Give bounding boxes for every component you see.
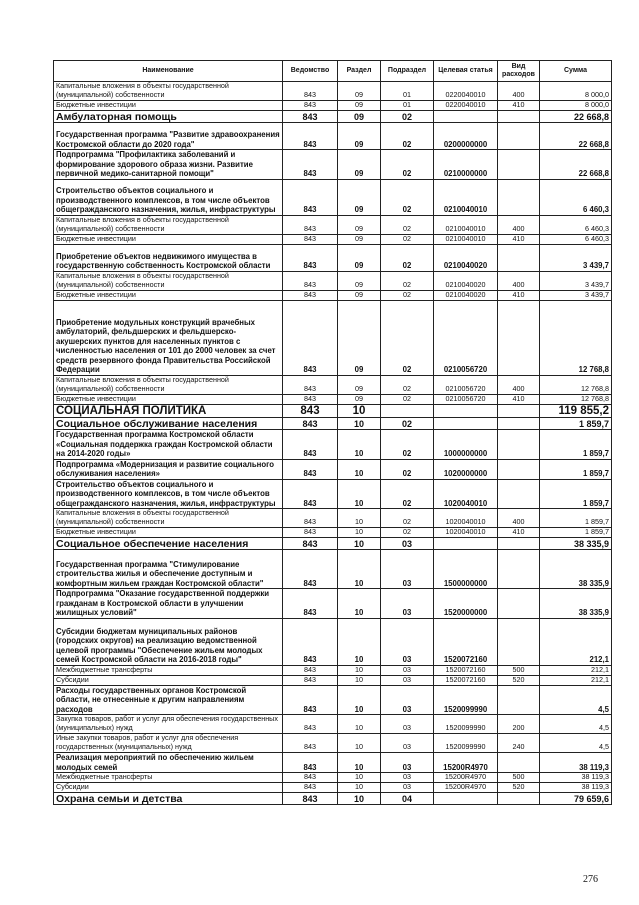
cell-subsection: 03 [381, 618, 434, 665]
cell-target: 1520099990 [434, 715, 498, 734]
cell-exp: 500 [498, 773, 540, 783]
cell-sum: 119 855,2 [540, 404, 612, 418]
cell-dept: 843 [283, 685, 338, 715]
cell-dept: 843 [283, 793, 338, 805]
header-sum: Сумма [540, 61, 612, 82]
cell-sum: 38 119,3 [540, 753, 612, 773]
cell-sum: 4,5 [540, 685, 612, 715]
cell-subsection: 02 [381, 123, 434, 150]
table-row [54, 82, 612, 101]
cell-target: 1020000000 [434, 459, 498, 479]
cell-name: Субсидии бюджетам муниципальных районов (городских округов) на реализацию ведомственной целевой программы "Обеспечение жильем молодых семей Костромской области на 2016-2018 годы" [54, 618, 283, 665]
cell-target: 15200R4970 [434, 783, 498, 793]
cell-dept: 843 [283, 111, 338, 123]
cell-subsection: 02 [381, 234, 434, 244]
cell-name: Межбюджетные трансферты [54, 773, 283, 783]
cell-exp [498, 459, 540, 479]
cell-sum: 1 859,7 [540, 479, 612, 509]
table-row [54, 101, 612, 111]
cell-exp [498, 404, 540, 418]
cell-target: 0210040020 [434, 244, 498, 271]
table-row [54, 550, 612, 589]
cell-name: Закупка товаров, работ и услуг для обеспечения государственных (муниципальных) нужд [54, 715, 283, 734]
cell-section: 10 [338, 589, 381, 619]
cell-exp: 400 [498, 375, 540, 394]
cell-dept: 843 [283, 783, 338, 793]
cell-section: 10 [338, 528, 381, 538]
table-row [54, 179, 612, 215]
cell-subsection: 02 [381, 375, 434, 394]
cell-dept: 843 [283, 734, 338, 753]
cell-name: Иные закупки товаров, работ и услуг для обеспечения государственных (муниципальных) нужд [54, 734, 283, 753]
header-dept: Ведомство [283, 61, 338, 82]
cell-subsection: 02 [381, 509, 434, 528]
cell-target: 1520072160 [434, 665, 498, 675]
cell-name: СОЦИАЛЬНАЯ ПОЛИТИКА [54, 404, 283, 418]
cell-sum: 12 768,8 [540, 300, 612, 375]
cell-subsection: 02 [381, 459, 434, 479]
cell-subsection: 03 [381, 665, 434, 675]
cell-section: 09 [338, 290, 381, 300]
cell-sum: 12 768,8 [540, 375, 612, 394]
cell-subsection: 03 [381, 715, 434, 734]
cell-dept: 843 [283, 430, 338, 460]
cell-exp [498, 123, 540, 150]
cell-name: Капитальные вложения в объекты государственной (муниципальной) собственности [54, 215, 283, 234]
cell-dept: 843 [283, 271, 338, 290]
cell-sum: 8 000,0 [540, 101, 612, 111]
page-number: 276 [583, 874, 598, 885]
table-row [54, 394, 612, 404]
cell-exp: 410 [498, 290, 540, 300]
header-exp: Вид расходов [498, 61, 540, 82]
cell-name: Капитальные вложения в объекты государственной (муниципальной) собственности [54, 271, 283, 290]
cell-section: 09 [338, 234, 381, 244]
table-row [54, 618, 612, 665]
cell-section: 09 [338, 123, 381, 150]
cell-name: Субсидии [54, 783, 283, 793]
cell-subsection: 02 [381, 528, 434, 538]
cell-name: Капитальные вложения в объекты государственной (муниципальной) собственности [54, 82, 283, 101]
table-row [54, 234, 612, 244]
cell-section: 10 [338, 734, 381, 753]
cell-dept: 843 [283, 375, 338, 394]
cell-target: 0210040010 [434, 215, 498, 234]
cell-sum: 6 460,3 [540, 179, 612, 215]
cell-section: 10 [338, 773, 381, 783]
cell-exp: 410 [498, 528, 540, 538]
table-row [54, 675, 612, 685]
cell-exp [498, 300, 540, 375]
cell-target: 1520072160 [434, 618, 498, 665]
cell-section: 10 [338, 550, 381, 589]
cell-exp: 400 [498, 509, 540, 528]
cell-target: 1000000000 [434, 430, 498, 460]
cell-section: 10 [338, 753, 381, 773]
cell-exp: 410 [498, 394, 540, 404]
table-row [54, 528, 612, 538]
cell-subsection: 01 [381, 82, 434, 101]
cell-exp: 520 [498, 783, 540, 793]
cell-name: Приобретение объектов недвижимого имущества в государственную собственность Костромской области [54, 244, 283, 271]
cell-dept: 843 [283, 773, 338, 783]
cell-target [434, 793, 498, 805]
cell-name: Капитальные вложения в объекты государственной (муниципальной) собственности [54, 509, 283, 528]
cell-dept: 843 [283, 150, 338, 180]
cell-exp: 400 [498, 271, 540, 290]
cell-section: 10 [338, 430, 381, 460]
table-row [54, 773, 612, 783]
cell-sum: 38 335,9 [540, 538, 612, 550]
cell-sum: 3 439,7 [540, 271, 612, 290]
cell-subsection: 02 [381, 179, 434, 215]
cell-name: Охрана семьи и детства [54, 793, 283, 805]
header-subsection: Подраздел [381, 61, 434, 82]
cell-name: Подпрограмма «Модернизация и развитие социального обслуживания населения» [54, 459, 283, 479]
cell-name: Социальное обеспечение населения [54, 538, 283, 550]
cell-exp: 200 [498, 715, 540, 734]
cell-subsection: 03 [381, 783, 434, 793]
cell-target: 1520072160 [434, 675, 498, 685]
cell-name: Социальное обслуживание населения [54, 418, 283, 430]
table-row [54, 734, 612, 753]
cell-section: 09 [338, 375, 381, 394]
cell-name: Расходы государственных органов Костромской области, не отнесенные к другим направлениям расходов [54, 685, 283, 715]
cell-target: 1500000000 [434, 550, 498, 589]
cell-name: Государственная программа "Развитие здравоохранения Костромской области до 2020 года" [54, 123, 283, 150]
table-row [54, 244, 612, 271]
cell-section: 09 [338, 271, 381, 290]
table-row [54, 715, 612, 734]
cell-section: 09 [338, 111, 381, 123]
cell-name: Приобретение модульных конструкций врачебных амбулаторий, фельдшерских и фельдшерско-акушерских пунктов для населенных пунктов с численностью населения от 101 до 2000 человек за счет средств резервного фонда Правительства Российской Федерации [54, 300, 283, 375]
header-section: Раздел [338, 61, 381, 82]
cell-subsection: 03 [381, 675, 434, 685]
cell-name: Бюджетные инвестиции [54, 101, 283, 111]
cell-dept: 843 [283, 234, 338, 244]
cell-section: 10 [338, 404, 381, 418]
cell-dept: 843 [283, 479, 338, 509]
cell-target: 0210056720 [434, 375, 498, 394]
cell-sum: 6 460,3 [540, 215, 612, 234]
cell-exp [498, 418, 540, 430]
cell-exp [498, 550, 540, 589]
cell-section: 10 [338, 538, 381, 550]
table-row [54, 215, 612, 234]
cell-section: 09 [338, 150, 381, 180]
cell-section: 10 [338, 675, 381, 685]
cell-subsection: 02 [381, 300, 434, 375]
cell-exp: 410 [498, 234, 540, 244]
cell-dept: 843 [283, 753, 338, 773]
cell-subsection: 02 [381, 271, 434, 290]
cell-name: Субсидии [54, 675, 283, 685]
cell-section: 09 [338, 101, 381, 111]
cell-sum: 8 000,0 [540, 82, 612, 101]
header-name: Наименование [54, 61, 283, 82]
cell-sum: 1 859,7 [540, 509, 612, 528]
cell-target: 0210056720 [434, 300, 498, 375]
cell-section: 09 [338, 244, 381, 271]
cell-target: 15200R4970 [434, 773, 498, 783]
cell-name: Государственная программа "Стимулирование строительства жилья и обеспечение доступным и комфортным жильем граждан Костромской области" [54, 550, 283, 589]
cell-dept: 843 [283, 528, 338, 538]
cell-exp [498, 538, 540, 550]
cell-sum: 4,5 [540, 715, 612, 734]
cell-exp [498, 589, 540, 619]
table-header-row [54, 61, 612, 82]
table-row [54, 589, 612, 619]
table-body [54, 82, 612, 805]
cell-target: 1520099990 [434, 734, 498, 753]
cell-section: 09 [338, 179, 381, 215]
cell-subsection: 03 [381, 753, 434, 773]
cell-target: 0220040010 [434, 82, 498, 101]
cell-section: 09 [338, 394, 381, 404]
cell-name: Бюджетные инвестиции [54, 394, 283, 404]
table-row [54, 685, 612, 715]
cell-exp [498, 244, 540, 271]
cell-sum: 212,1 [540, 675, 612, 685]
table-row [54, 418, 612, 430]
cell-exp: 240 [498, 734, 540, 753]
cell-sum: 79 659,6 [540, 793, 612, 805]
cell-subsection: 03 [381, 550, 434, 589]
cell-sum: 38 119,3 [540, 783, 612, 793]
cell-dept: 843 [283, 123, 338, 150]
table-row [54, 430, 612, 460]
cell-section: 10 [338, 665, 381, 675]
cell-subsection: 02 [381, 418, 434, 430]
cell-subsection: 02 [381, 430, 434, 460]
cell-name: Строительство объектов социального и производственного комплексов, в том числе объектов общегражданского назначения, жилья, инфраструктуры [54, 479, 283, 509]
cell-section: 09 [338, 215, 381, 234]
cell-name: Бюджетные инвестиции [54, 234, 283, 244]
cell-name: Капитальные вложения в объекты государственной (муниципальной) собственности [54, 375, 283, 394]
cell-dept: 843 [283, 538, 338, 550]
cell-exp: 400 [498, 215, 540, 234]
cell-sum: 1 859,7 [540, 459, 612, 479]
table-row [54, 665, 612, 675]
cell-target: 1020040010 [434, 509, 498, 528]
cell-subsection: 04 [381, 793, 434, 805]
cell-section: 10 [338, 618, 381, 665]
cell-name: Реализация мероприятий по обеспечению жильем молодых семей [54, 753, 283, 773]
cell-target: 1020040010 [434, 528, 498, 538]
cell-subsection: 02 [381, 394, 434, 404]
cell-subsection: 03 [381, 773, 434, 783]
cell-exp: 400 [498, 82, 540, 101]
cell-name: Подпрограмма "Профилактика заболеваний и формирование здорового образа жизни. Развитие первичной медико-санитарной помощи" [54, 150, 283, 180]
cell-dept: 843 [283, 244, 338, 271]
cell-subsection: 03 [381, 734, 434, 753]
cell-section: 09 [338, 300, 381, 375]
cell-subsection: 01 [381, 101, 434, 111]
cell-dept: 843 [283, 394, 338, 404]
cell-subsection: 03 [381, 589, 434, 619]
cell-target: 0210056720 [434, 394, 498, 404]
cell-name: Бюджетные инвестиции [54, 528, 283, 538]
cell-target: 15200R4970 [434, 753, 498, 773]
cell-sum: 3 439,7 [540, 290, 612, 300]
cell-exp: 500 [498, 665, 540, 675]
table-row [54, 459, 612, 479]
cell-target: 0210040010 [434, 179, 498, 215]
table-row [54, 123, 612, 150]
table-row [54, 300, 612, 375]
cell-target: 0210040020 [434, 290, 498, 300]
table-row [54, 509, 612, 528]
cell-dept: 843 [283, 101, 338, 111]
table-row [54, 375, 612, 394]
cell-sum: 212,1 [540, 618, 612, 665]
cell-dept: 843 [283, 618, 338, 665]
cell-dept: 843 [283, 715, 338, 734]
cell-dept: 843 [283, 82, 338, 101]
table-row [54, 793, 612, 805]
cell-dept: 843 [283, 300, 338, 375]
cell-sum: 1 859,7 [540, 528, 612, 538]
cell-exp [498, 618, 540, 665]
cell-subsection: 02 [381, 244, 434, 271]
cell-dept: 843 [283, 550, 338, 589]
table-row [54, 111, 612, 123]
cell-exp [498, 111, 540, 123]
cell-name: Бюджетные инвестиции [54, 290, 283, 300]
cell-dept: 843 [283, 290, 338, 300]
cell-sum: 212,1 [540, 665, 612, 675]
cell-exp [498, 793, 540, 805]
cell-target: 0200000000 [434, 123, 498, 150]
cell-subsection: 02 [381, 111, 434, 123]
table-row [54, 290, 612, 300]
cell-subsection: 02 [381, 150, 434, 180]
cell-sum: 6 460,3 [540, 234, 612, 244]
cell-target: 1520000000 [434, 589, 498, 619]
cell-target: 0220040010 [434, 101, 498, 111]
cell-sum: 22 668,8 [540, 150, 612, 180]
cell-section: 10 [338, 685, 381, 715]
cell-name: Подпрограмма "Оказание государственной поддержки гражданам в Костромской области в улучшении жилищных условий" [54, 589, 283, 619]
cell-exp [498, 179, 540, 215]
cell-exp: 410 [498, 101, 540, 111]
cell-section: 10 [338, 479, 381, 509]
cell-exp [498, 753, 540, 773]
cell-target: 1020040010 [434, 479, 498, 509]
cell-dept: 843 [283, 404, 338, 418]
cell-sum: 22 668,8 [540, 123, 612, 150]
cell-sum: 1 859,7 [540, 418, 612, 430]
cell-sum: 22 668,8 [540, 111, 612, 123]
table-row [54, 150, 612, 180]
table-row [54, 271, 612, 290]
cell-section: 10 [338, 418, 381, 430]
cell-dept: 843 [283, 418, 338, 430]
cell-name: Государственная программа Костромской области «Социальная поддержка граждан Костромской области на 2014-2020 годы» [54, 430, 283, 460]
cell-exp [498, 685, 540, 715]
cell-subsection: 02 [381, 479, 434, 509]
cell-exp [498, 150, 540, 180]
cell-target [434, 538, 498, 550]
cell-exp [498, 479, 540, 509]
cell-section: 10 [338, 783, 381, 793]
cell-section: 09 [338, 82, 381, 101]
cell-exp [498, 430, 540, 460]
cell-sum: 38 335,9 [540, 589, 612, 619]
cell-name: Амбулаторная помощь [54, 111, 283, 123]
cell-section: 10 [338, 459, 381, 479]
cell-target: 0210040020 [434, 271, 498, 290]
cell-name: Строительство объектов социального и производственного комплексов, в том числе объектов общегражданского назначения, жилья, инфраструктуры [54, 179, 283, 215]
cell-sum: 12 768,8 [540, 394, 612, 404]
table-row [54, 479, 612, 509]
table-row [54, 538, 612, 550]
header-target: Целевая статья [434, 61, 498, 82]
cell-subsection: 03 [381, 685, 434, 715]
cell-dept: 843 [283, 675, 338, 685]
cell-dept: 843 [283, 509, 338, 528]
cell-target: 0210000000 [434, 150, 498, 180]
table-row [54, 783, 612, 793]
cell-dept: 843 [283, 459, 338, 479]
cell-sum: 1 859,7 [540, 430, 612, 460]
cell-section: 10 [338, 509, 381, 528]
cell-section: 10 [338, 715, 381, 734]
budget-table [53, 60, 612, 805]
cell-target [434, 404, 498, 418]
cell-exp: 520 [498, 675, 540, 685]
cell-name: Межбюджетные трансферты [54, 665, 283, 675]
cell-subsection: 03 [381, 538, 434, 550]
cell-sum: 38 119,3 [540, 773, 612, 783]
cell-subsection: 02 [381, 215, 434, 234]
cell-section: 10 [338, 793, 381, 805]
cell-dept: 843 [283, 179, 338, 215]
cell-sum: 4,5 [540, 734, 612, 753]
cell-target: 1520099990 [434, 685, 498, 715]
cell-sum: 38 335,9 [540, 550, 612, 589]
cell-sum: 3 439,7 [540, 244, 612, 271]
table-row [54, 753, 612, 773]
cell-dept: 843 [283, 215, 338, 234]
cell-target: 0210040010 [434, 234, 498, 244]
cell-target [434, 111, 498, 123]
cell-dept: 843 [283, 665, 338, 675]
cell-subsection: 02 [381, 290, 434, 300]
cell-dept: 843 [283, 589, 338, 619]
cell-subsection [381, 404, 434, 418]
cell-target [434, 418, 498, 430]
table-row [54, 404, 612, 418]
